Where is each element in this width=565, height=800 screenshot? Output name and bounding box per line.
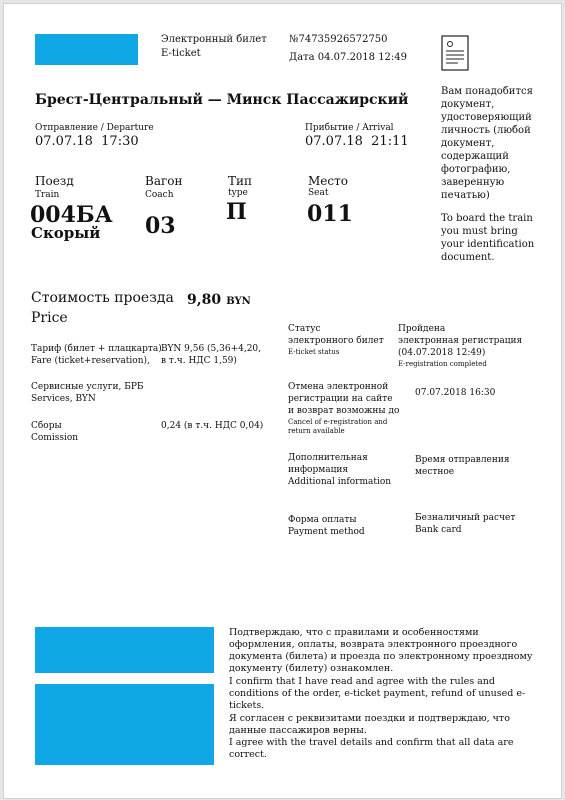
price-label-ru: Стоимость проезда (31, 290, 174, 306)
train-label-ru: Поезд (35, 174, 74, 188)
status-value-en: E-registration completed (398, 360, 487, 368)
confirmation-data-en: I agree with the travel details and confirm that all data are correct. (229, 737, 514, 760)
departure-value: 07.07.18 17:30 (35, 134, 139, 149)
ticket-number: №74735926572750 (289, 34, 388, 45)
type-value: П (226, 199, 247, 225)
status-label-en: E-ticket status (288, 348, 340, 356)
e-ticket-page (3, 3, 562, 799)
coach-label-ru: Вагон (145, 174, 183, 188)
status-label-ru: Статус электронного билет (288, 324, 384, 346)
fare-value: BYN 9,56 (5,36+4,20, в т.ч. НДС 1,59) (161, 344, 262, 366)
fare-label-ru: Тариф (билет + плацкарта) (31, 344, 162, 354)
issue-date: Дата 04.07.2018 12:49 (289, 52, 408, 63)
arrival-label: Прибытие / Arrival (305, 123, 394, 133)
confirmation-data-ru: Я согласен с реквизитами поездки и подтверждаю, что данные пассажиров верны. (229, 713, 510, 736)
price-total (187, 289, 251, 308)
additional-label-ru: Дополнительная информация (288, 453, 368, 475)
seat-number: 011 (307, 201, 353, 227)
doc-type-en: E-ticket (161, 48, 201, 59)
price-value: 9,80 (187, 292, 222, 308)
coach-number: 03 (145, 213, 176, 239)
coach-label-en: Coach (145, 190, 174, 200)
payment-value-ru: Безналичный расчет (415, 513, 516, 523)
commission-value: 0,24 (в т.ч. НДС 0,04) (161, 421, 264, 431)
cancel-deadline: 07.07.2018 16:30 (415, 388, 496, 398)
fare-label-en: Fare (ticket+reservation), (31, 356, 150, 366)
id-notice-ru: Вам понадобится документ, удостоверяющий личность (любой документ, содержащий фотографию, заверенную печатью) (441, 86, 533, 201)
cancel-label-en: Cancel of e-registration and return available (288, 418, 388, 435)
document-icon (441, 35, 469, 75)
commission-label-ru: Сборы (31, 421, 62, 431)
price-currency: BYN (226, 296, 251, 307)
train-label-en: Train (35, 190, 60, 200)
status-value-ru: Пройдена электронная регистрация (04.07.2018 12:49) (398, 324, 523, 358)
payment-label-ru: Форма оплаты (288, 515, 357, 525)
additional-value: Время отправления местное (415, 455, 510, 477)
payment-value-en: Bank card (415, 525, 462, 535)
seat-label-en: Seat (308, 188, 329, 198)
payment-label-en: Payment method (288, 527, 365, 537)
redacted-logo (35, 34, 138, 65)
train-number: 004БА (30, 202, 113, 228)
commission-label-en: Comission (31, 433, 79, 443)
train-category: Скорый (31, 224, 101, 242)
additional-label-en: Additional information (288, 477, 392, 487)
price-label-en: Price (31, 310, 68, 326)
id-notice-en: To board the train you must bring your identification document. (441, 213, 535, 263)
arrival-value: 07.07.18 21:11 (305, 134, 409, 149)
doc-type-ru: Электронный билет (161, 34, 267, 45)
type-label-ru: Тип (228, 174, 252, 188)
services-label-en: Services, BYN (31, 394, 96, 404)
redacted-barcode-block (35, 684, 214, 765)
type-label-en: type (228, 188, 248, 198)
services-label-ru: Сервисные услуги, БРБ (31, 382, 144, 392)
route-title: Брест-Центральный — Минск Пассажирский (35, 92, 409, 108)
confirmation-rules-en: I confirm that I have read and agree with the rules and conditions of the order, e-ticket payment, refund of unused e-tickets. (229, 676, 526, 711)
confirmation-rules-ru: Подтверждаю, что с правилами и особенностями оформления, оплаты, возврата электронного проездного документа (билета) и проезда по электронному проездному документу (билету) ознакомлен. (229, 627, 533, 674)
seat-label-ru: Место (308, 174, 348, 188)
cancel-label-ru: Отмена электронной регистрации на сайте и возврат возможны до (288, 382, 400, 416)
departure-label: Отправление / Departure (35, 123, 154, 133)
redacted-qr-block (35, 627, 214, 673)
